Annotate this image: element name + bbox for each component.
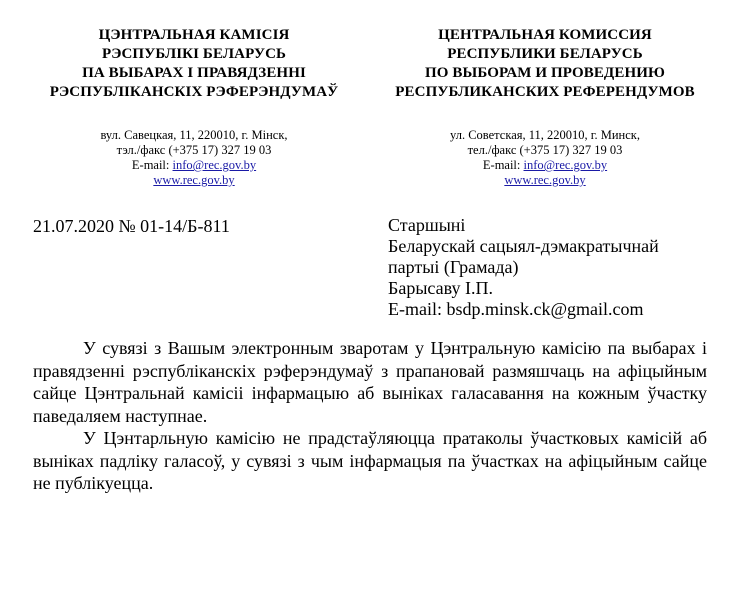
org-line: РЕСПУБЛИКИ БЕЛАРУСЬ — [447, 46, 643, 62]
org-line: ЦЭНТРАЛЬНАЯ КАМІСІЯ — [98, 27, 290, 43]
website-link-ru[interactable]: www.rec.gov.by — [504, 173, 586, 187]
letterhead-russian — [375, 26, 715, 188]
addressee-email: E-mail: bsdp.minsk.ck@gmail.com — [388, 299, 644, 319]
addressee-block — [388, 215, 718, 320]
org-line: РЭСПУБЛІКІ БЕЛАРУСЬ — [101, 46, 287, 62]
email-label: E-mail: — [482, 158, 521, 172]
phone-ru: тел./факс (+375 17) 327 19 03 — [467, 143, 623, 157]
contacts-be — [24, 128, 364, 188]
email-link-be[interactable]: info@rec.gov.by — [172, 158, 257, 172]
org-line: ПО ВЫБОРАМ И ПРОВЕДЕНИЮ — [425, 65, 665, 81]
organization-name-be — [24, 26, 364, 102]
addressee-line: Беларускай сацыял-дэмакратычнай — [388, 236, 659, 256]
body-paragraph: У сувязі з Вашым электронным зваротам у Цэнтральную камісію па выбарах і правядзенні рэспубліканскіх рэферэндумаў з прапановай размяшчаць на афіцыйным сайце Цэнтральнай камісіі інфармацыю аб выніках галасавання на кожным ўчастку паведаляем наступнае. — [33, 338, 707, 426]
body-paragraph: У Цэнтарльную камісію не прадстаўляюцца пратаколы ўчастковых камісій аб выніках падліку галасоў, у сувязі з чым інфармацыя па ўчастках на афіцыйным сайце не публікуецца. — [33, 428, 707, 493]
letter-body — [33, 337, 707, 495]
phone-be: тэл./факс (+375 17) 327 19 03 — [116, 143, 272, 157]
email-link-ru[interactable]: info@rec.gov.by — [523, 158, 608, 172]
address-ru: ул. Советская, 11, 220010, г. Минск, — [450, 128, 640, 142]
website-link-be[interactable]: www.rec.gov.by — [153, 173, 235, 187]
email-row-ru — [375, 158, 715, 173]
document-reference: 21.07.2020 № 01-14/Б-811 — [33, 216, 230, 236]
org-line: ПА ВЫБАРАХ І ПРАВЯДЗЕННІ — [82, 65, 306, 81]
letterhead-belarusian — [24, 26, 364, 188]
organization-name-ru — [375, 26, 715, 102]
address-be: вул. Савецкая, 11, 220010, г. Мінск, — [100, 128, 288, 142]
addressee-line: партыі (Грамада) — [388, 257, 519, 277]
org-line: РЕСПУБЛИКАНСКИХ РЕФЕРЕНДУМОВ — [395, 84, 695, 100]
email-label: E-mail: — [131, 158, 170, 172]
contacts-ru — [375, 128, 715, 188]
addressee-line: Старшыні — [388, 215, 466, 235]
addressee-line: Барысаву І.П. — [388, 278, 493, 298]
org-line: РЭСПУБЛІКАНСКІХ РЭФЕРЭНДУМАЎ — [49, 84, 339, 100]
org-line: ЦЕНТРАЛЬНАЯ КОМИССИЯ — [438, 27, 652, 43]
email-row-be — [24, 158, 364, 173]
